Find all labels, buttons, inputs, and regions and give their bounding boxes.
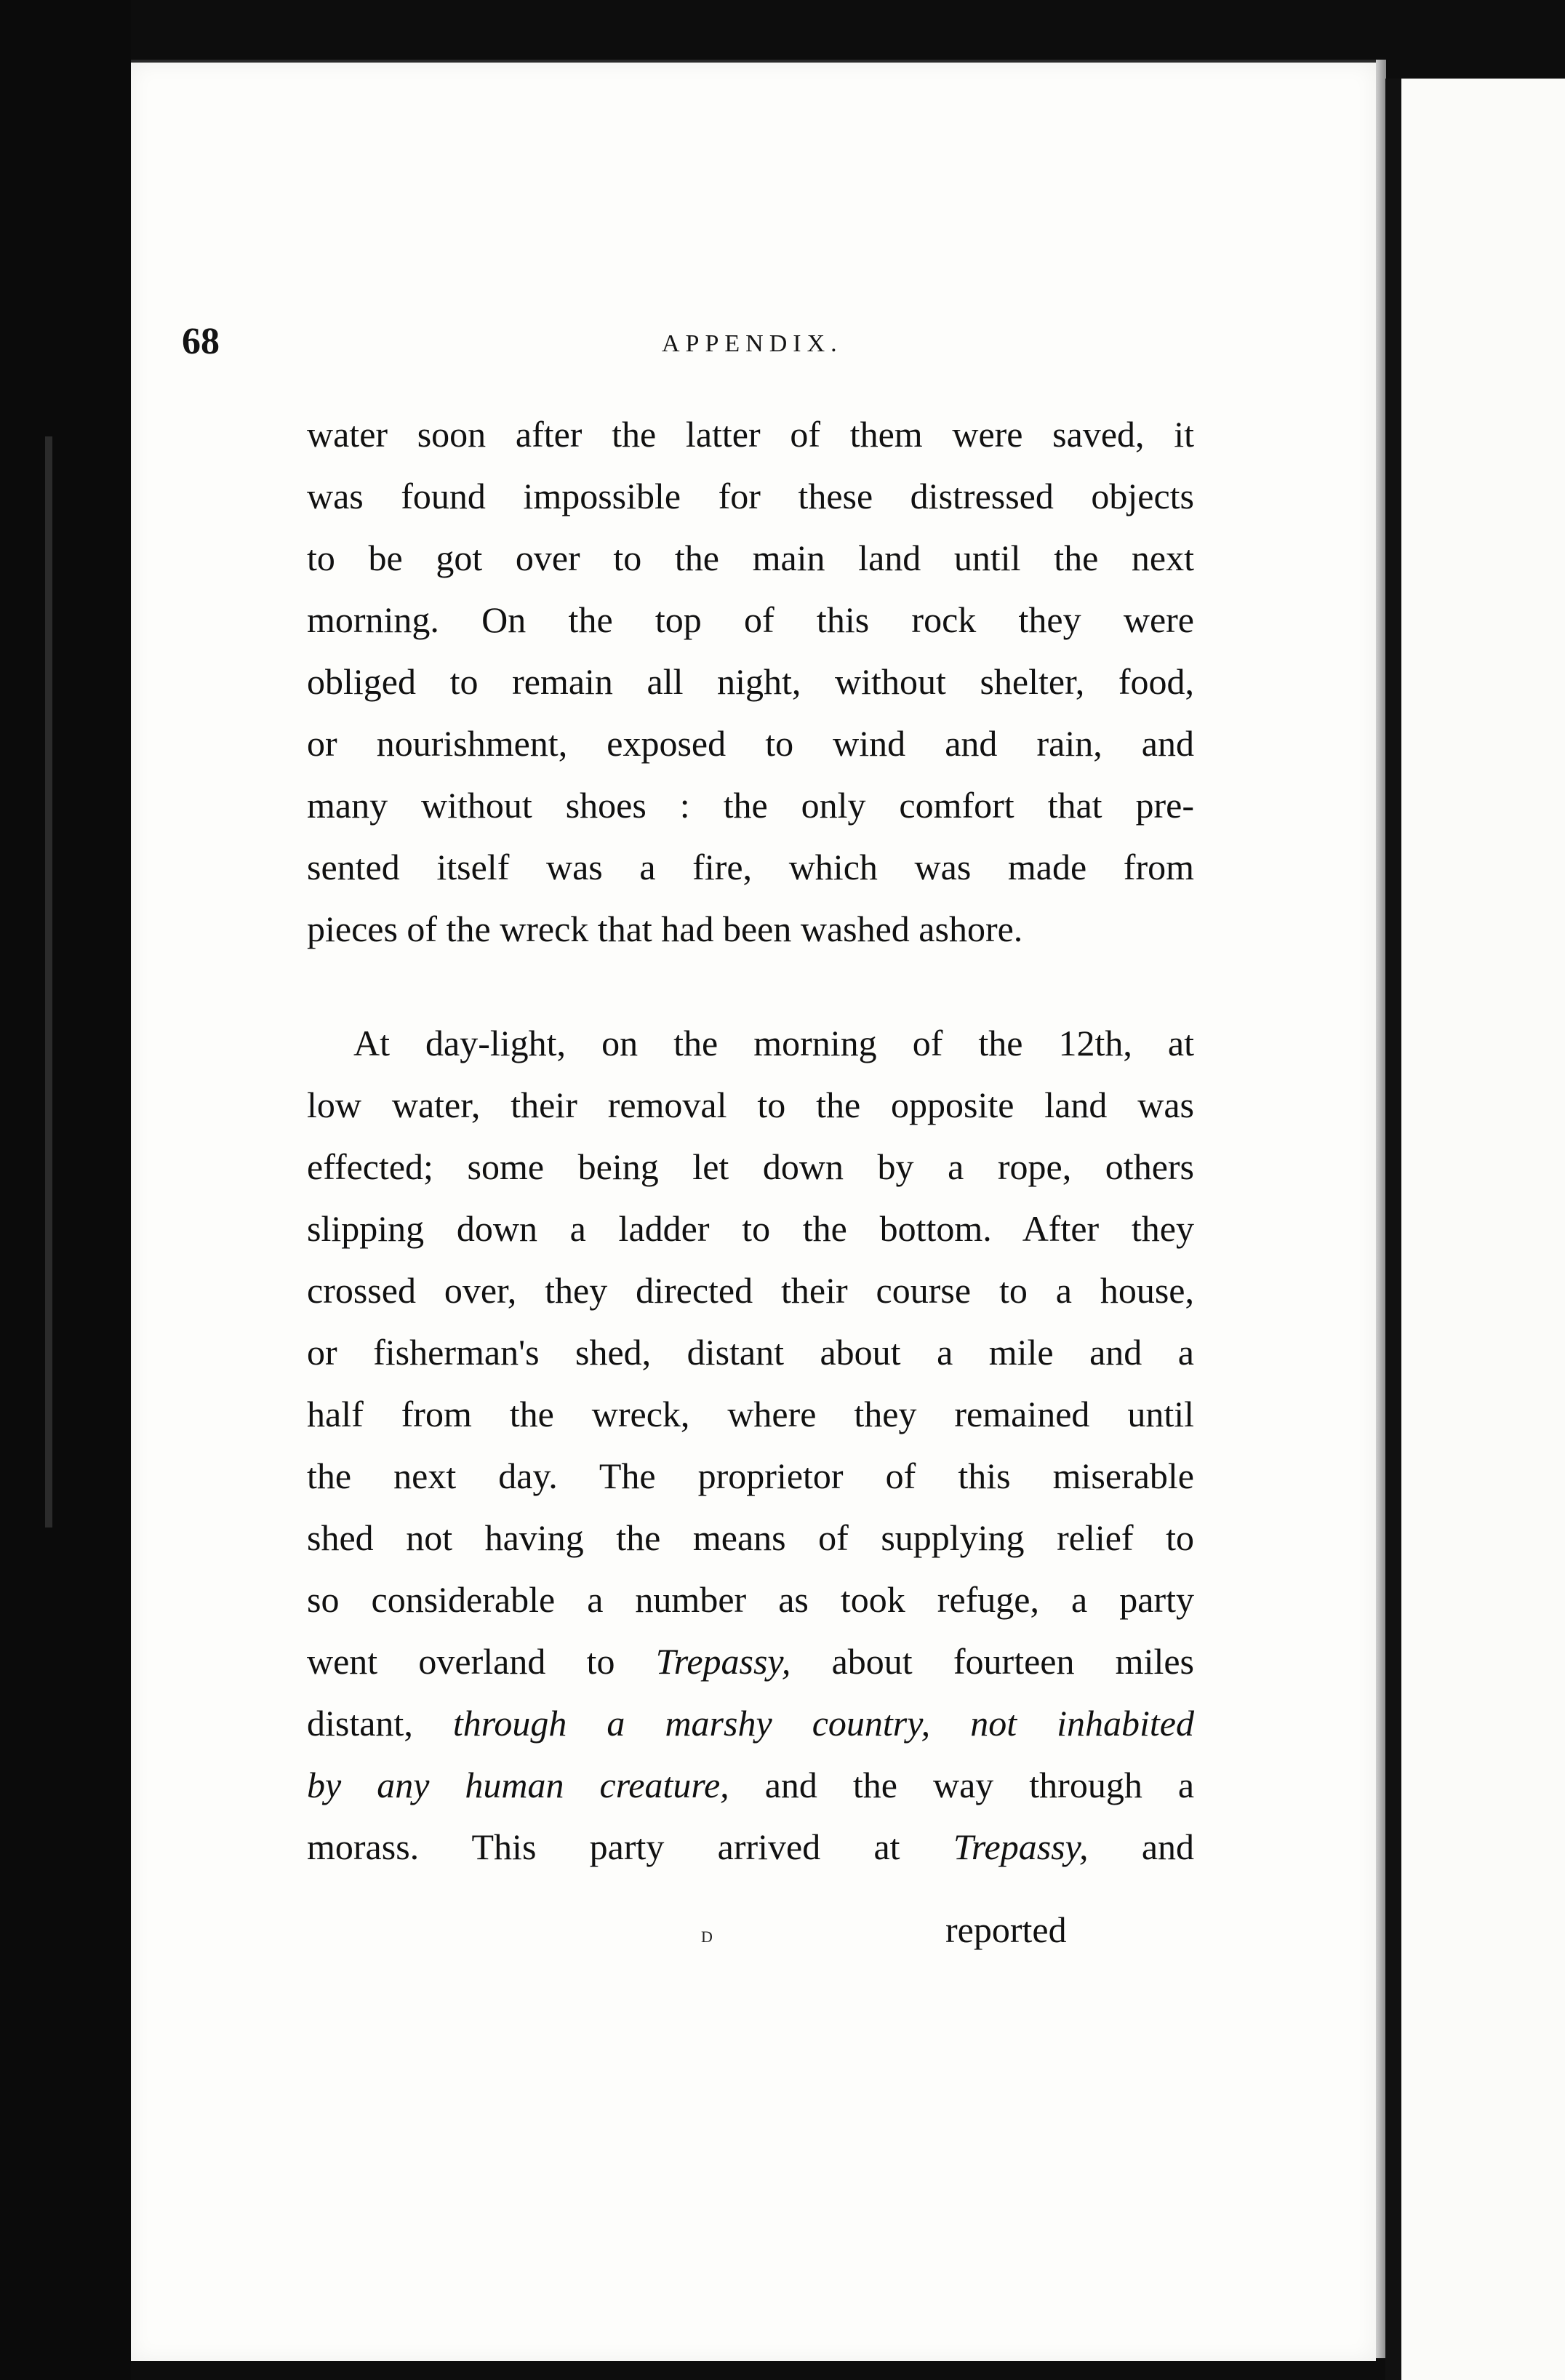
text-run: and: [1141, 1826, 1195, 1867]
text-line: [307, 1816, 1194, 1878]
text-line: [307, 1693, 1194, 1754]
signature-mark: D: [701, 1928, 713, 1946]
catchword: reported: [945, 1909, 1067, 1950]
text-line: [307, 1631, 1194, 1693]
text-line: low water, their removal to the opposite land was: [307, 1085, 1194, 1125]
text-line: obliged to remain all night, without shelter, food,: [307, 661, 1194, 702]
paragraph-gap: [307, 960, 1194, 1013]
left-page-edge: [0, 0, 131, 2380]
text-line: sented itself was a fire, which was made from: [307, 847, 1194, 887]
page-gutter: [1376, 60, 1386, 2358]
text-line: shed not having the means of supplying relief to: [307, 1517, 1194, 1558]
text-line: or fisherman's shed, distant about a mile and a: [307, 1332, 1194, 1373]
text-run: morass. This party arrived at: [307, 1826, 900, 1867]
text-run: about fourteen miles: [831, 1641, 1195, 1682]
text-line: pieces of the wreck that had been washed ashore.: [307, 909, 1023, 949]
place-name: Trepassy,: [953, 1826, 1089, 1867]
paragraph-1: [307, 404, 1194, 960]
italic-phrase: by any human creature,: [307, 1765, 729, 1805]
text-line: crossed over, they directed their course to a house,: [307, 1270, 1194, 1311]
text-line: to be got over to the main land until the next: [307, 538, 1194, 578]
text-line: effected; some being let down by a rope, others: [307, 1146, 1194, 1187]
text-run: distant,: [307, 1703, 413, 1744]
text-line: so considerable a number as took refuge, a party: [307, 1579, 1194, 1620]
facing-page-edge: [1385, 79, 1565, 2380]
text-line: many without shoes : the only comfort that pre-: [307, 785, 1194, 826]
page-header: [182, 320, 1200, 371]
text-run: and the way through a: [764, 1765, 1195, 1805]
text-line: [307, 1754, 1194, 1816]
place-name: Trepassy,: [655, 1641, 791, 1682]
page-text: [307, 404, 1194, 1878]
text-line: slipping down a ladder to the bottom. After they: [307, 1208, 1194, 1249]
text-line: water soon after the latter of them were saved, it: [307, 414, 1194, 455]
text-line: At day-light, on the morning of the 12th, at: [353, 1023, 1194, 1063]
page-number: 68: [182, 321, 220, 362]
text-line: morning. On the top of this rock they were: [307, 599, 1194, 640]
text-line: or nourishment, exposed to wind and rain, and: [307, 723, 1194, 764]
left-page-spine: [45, 436, 52, 1528]
running-head: APPENDIX.: [662, 330, 843, 357]
text-line: was found impossible for these distressed objects: [307, 476, 1194, 516]
italic-phrase: through a marshy country, not inhabited: [452, 1703, 1195, 1744]
text-line: the next day. The proprietor of this miserable: [307, 1455, 1194, 1496]
text-line: half from the wreck, where they remained until: [307, 1394, 1194, 1434]
text-run: went overland to: [307, 1641, 615, 1682]
paragraph-2: [307, 1013, 1194, 1878]
